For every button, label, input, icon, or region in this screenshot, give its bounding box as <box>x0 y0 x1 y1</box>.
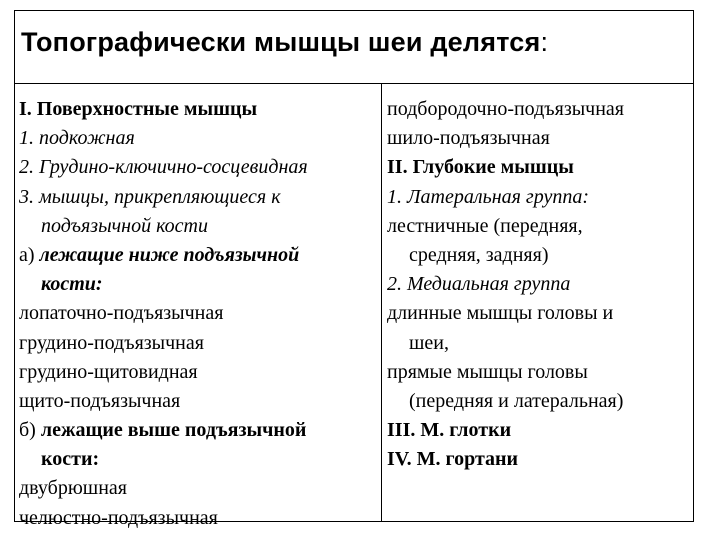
subheading-suprahyoid-text: лежащие выше подъязычной <box>40 419 307 442</box>
list-item-rectus-cont: (передняя и латеральная) <box>409 389 624 412</box>
list-item: челюстно-подъязычная <box>19 506 218 529</box>
list-item: грудино-щитовидная <box>19 360 198 383</box>
subheading-medial-group: 2. Медиальная группа <box>387 273 571 296</box>
list-item: подбородочно-подъязычная <box>387 98 625 120</box>
heading-pharynx-muscles: III. М. глотки <box>387 419 512 442</box>
subheading-suprahyoid-prefix: б) <box>19 419 41 442</box>
heading-larynx-muscles: IV. М. гортани <box>387 448 519 471</box>
list-item-hyoid-attached: 3. мышцы, прикрепляющиеся к <box>19 185 281 208</box>
list-item-sternocleidomastoid: 2. Грудино-ключично-сосцевидная <box>19 156 308 179</box>
subheading-infrahyoid-prefix: а) <box>19 243 40 266</box>
subheading-infrahyoid-text: лежащие ниже подъязычной <box>39 243 300 266</box>
list-item-rectus: прямые мышцы головы <box>387 360 588 383</box>
right-column <box>387 95 693 474</box>
subheading-suprahyoid <box>19 416 379 445</box>
column-divider <box>381 84 382 521</box>
slide-title <box>21 27 548 58</box>
list-item-scalene: лестничные (передняя, <box>387 214 583 237</box>
title-colon: : <box>540 27 549 57</box>
title-text: Топографически мышцы шеи делятся <box>21 27 541 57</box>
subheading-infrahyoid <box>19 241 379 270</box>
list-item-longus-cont: шеи, <box>409 331 449 354</box>
list-item: лопаточно-подъязычная <box>19 302 224 325</box>
left-column <box>19 95 379 533</box>
list-item: грудино-подъязычная <box>19 331 204 354</box>
subheading-lateral-group: 1. Латеральная группа: <box>387 185 589 208</box>
subheading-suprahyoid-cont: кости: <box>41 448 100 471</box>
list-item-hyoid-attached-cont: подъязычной кости <box>41 214 208 237</box>
heading-deep-muscles: II. Глубокие мышцы <box>387 156 574 179</box>
heading-superficial-muscles: I. Поверхностные мышцы <box>19 98 258 120</box>
list-item: шило-подъязычная <box>387 127 550 150</box>
list-item-scalene-cont: средняя, задняя) <box>409 243 549 266</box>
list-item-longus: длинные мышцы головы и <box>387 302 614 325</box>
subheading-infrahyoid-cont: кости: <box>41 273 103 296</box>
slide-table <box>14 10 694 529</box>
list-item: щито-подъязычная <box>19 389 181 412</box>
list-item-subcutaneous: 1. подкожная <box>19 127 135 150</box>
title-cell <box>15 11 693 84</box>
list-item: двубрюшная <box>19 477 127 500</box>
